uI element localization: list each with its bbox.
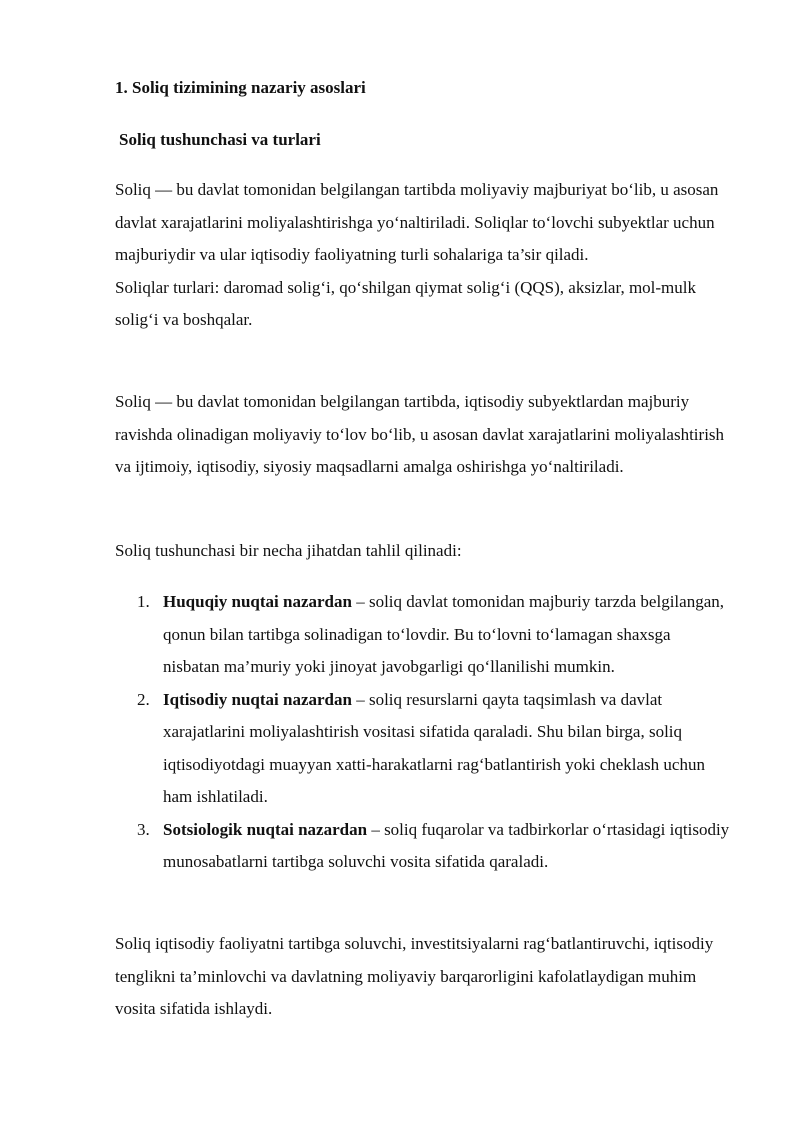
paragraph-definition [115,174,730,337]
section-heading: 1. Soliq tizimining nazariy asoslari [115,78,366,97]
list-item-text: – soliq resurslarni qayta taqsimlash va davlat xarajatlarini moliyalashtirish vositasi sifatida qaraladi. Shu bilan birga, soliq iqtisodiyotdagi muayyan xatti-harakatlarni rag‘batlantirish yoki cheklash uchun ham ishlatiladi. [163,689,705,806]
list-item [137,586,730,684]
list-item-text: – soliq fuqarolar va tadbirkorlar o‘rtasidagi iqtisodiy munosabatlarni tartibga soluvchi vosita sifatida qaraladi. [163,819,730,871]
subsection-heading: Soliq tushunchasi va turlari [119,130,321,149]
paragraph-conclusion: Soliq iqtisodiy faoliyatni tartibga soluvchi, investitsiyalarni rag‘batlantiruvchi, iqtisodiy tenglikni ta’minlovchi va davlatning moliyaviy barqarorligini kafolatlaydigan muhim vosita sifatida ishlaydi. [115,934,714,1018]
paragraph-definition-extended: Soliq — bu davlat tomonidan belgilangan tartibda, iqtisodiy subyektlardan majburiy ravishda olinadigan moliyaviy to‘lov bo‘lib, u asosan davlat xarajatlarini moliyalashtirish va ijtimoiy, iqtisodiy, siyosiy maqsadlarni amalga oshirishga yo‘naltiriladi. [115,392,725,476]
list-item-number: 2. [137,689,150,709]
paragraph-aspects-intro: Soliq tushunchasi bir necha jihatdan tahlil qilinadi: [115,541,462,560]
list-item-term: Huquqiy nuqtai nazardan [163,592,352,611]
list-item-term: Sotsiologik nuqtai nazardan [163,819,368,839]
list-item [137,814,730,879]
list-item [137,684,730,814]
list-item-term: Iqtisodiy nuqtai nazardan [163,689,352,709]
list-item-number: 1. [137,592,150,611]
list-item-number: 3. [137,819,150,839]
paragraph-definition-text: Soliq — bu davlat tomonidan belgilangan tartibda moliyaviy majburiyat bo‘lib, u asosan davlat xarajatlarini moliyalashtirishga yo‘naltiriladi. Soliqlar to‘lovchi subyektlar uchun majburiydir va ular iqtisodiy faoliyatning turli sohalariga ta’sir qiladi. [115,180,719,264]
paragraph-tax-types-text: Soliqlar turlari: daromad solig‘i, qo‘shilgan qiymat solig‘i (QQS), aksizlar, mol-mulk solig‘i va boshqalar. [115,277,697,329]
aspects-list [115,586,730,879]
list-item-text: – soliq davlat tomonidan majburiy tarzda belgilangan, qonun bilan tartibga solinadigan to‘lovdir. Bu to‘lovni to‘lamagan shaxsga nisbatan ma’muriy yoki jinoyat javobgarligi qo‘llanilishi mumkin. [163,592,724,676]
